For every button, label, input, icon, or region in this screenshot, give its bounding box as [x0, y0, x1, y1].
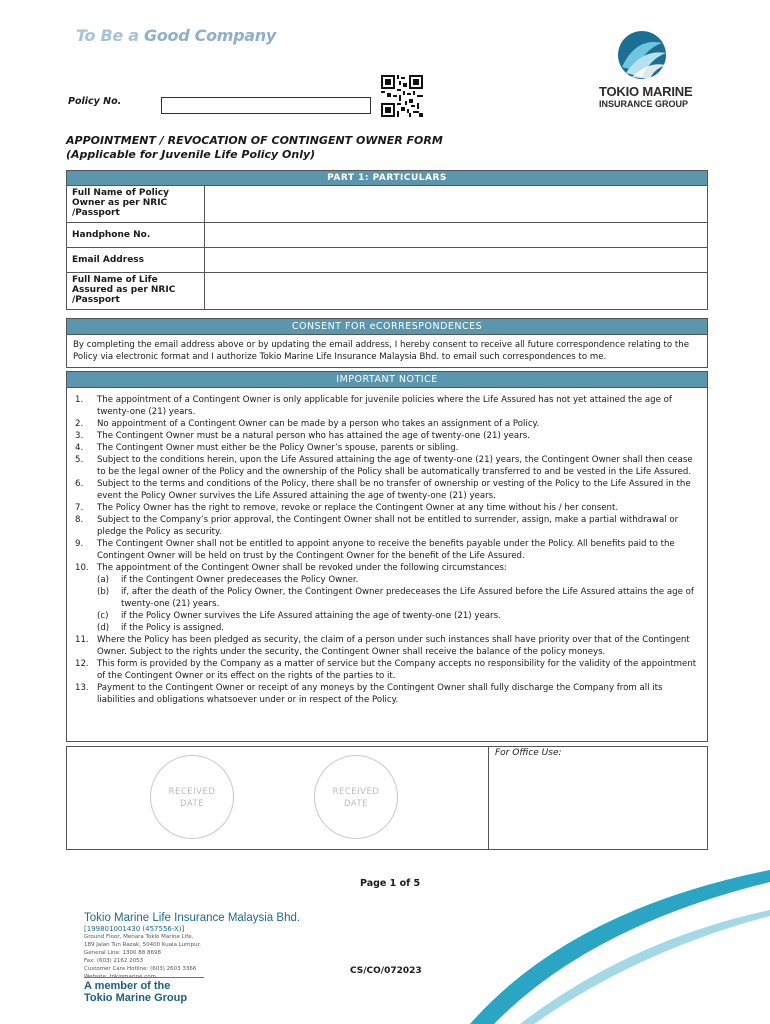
list-item: 5. Subject to the conditions herein, upon the Life Assured attaining the age of twenty-one (21) years, the Contingent Owner shall then cease to be the legal owner of the Policy and the ownership of the Policy shall be automatically transferred to and be vested in the Life Assured.: [75, 455, 693, 477]
sub-list-item: (a) if the Contingent Owner predeceases the Policy Owner.: [97, 575, 359, 585]
list-item: 2. No appointment of a Contingent Owner can be made by a person who takes an assignment of a Policy.: [75, 419, 540, 429]
list-item: 1. The appointment of a Contingent Owner is only applicable for juvenile policies where the Life Assured has not yet attained the age of twenty-one (21) years.: [75, 395, 672, 417]
list-item: 10. The appointment of the Contingent Owner shall be revoked under the following circumstances:: [75, 563, 507, 573]
email-field[interactable]: [205, 248, 708, 273]
consent-section: [66, 318, 708, 368]
tagline: To Be a Good Company: [76, 26, 277, 45]
policy-no-field[interactable]: [161, 97, 371, 114]
form-title: APPOINTMENT / REVOCATION OF CONTINGENT OWNER FORM (Applicable for Juvenile Life Policy Only): [66, 134, 443, 161]
page-number: Page 1 of 5: [360, 878, 421, 889]
notice-list: [67, 388, 707, 710]
logo-wordmark: TOKIO MARINE INSURANCE GROUP: [599, 84, 693, 109]
list-item: 7. The Policy Owner has the right to remove, revoke or replace the Contingent Owner at any time without his / her consent.: [75, 503, 619, 513]
list-item: 9. The Contingent Owner shall not be entitled to appoint anyone to receive the benefits payable under the Policy. All benefits paid to the Contingent Owner will be held on trust by the Contingent Owner for the benefit of the Life Assured.: [75, 539, 675, 561]
list-item: 12. This form is provided by the Company as a matter of service but the Company accepts no responsibility for the validity of the appointment of the Contingent Owner or its effect on the rights of the parties to it.: [75, 659, 697, 681]
policy-no-label: Policy No.: [68, 96, 122, 107]
particulars-heading: PART 1: PARTICULARS: [67, 171, 708, 186]
list-item: 11. Where the Policy has been pledged as security, the claim of a person under such instances shall have priority over that of the Contingent Owner. Subject to the rights under the security, the Contingent Owner shall receive the balance of the policy moneys.: [75, 635, 690, 657]
important-notice-section: [66, 371, 708, 742]
office-divider: [488, 747, 489, 849]
received-date-stamp-1: RECEIVED DATE: [150, 755, 234, 839]
handphone-label: Handphone No.: [67, 223, 205, 248]
list-item: 8. Subject to the Company’s prior approval, the Contingent Owner shall not be entitled to surrender, assign, make a partial withdrawal or pledge the Policy as security.: [75, 515, 679, 537]
office-use-box: [66, 746, 708, 850]
sub-list-item: (d) if the Policy is assigned.: [97, 623, 225, 633]
notice-heading: IMPORTANT NOTICE: [67, 372, 707, 388]
footer-company-name: Tokio Marine Life Insurance Malaysia Bhd.: [84, 912, 301, 924]
received-date-stamp-2: RECEIVED DATE: [314, 755, 398, 839]
list-item: 6. Subject to the terms and conditions of the Policy, there shall be no transfer of ownership or vesting of the Policy to the Life Assured in the event the Policy Owner survives the Life Assured attaining the age of twenty-one (21) years.: [75, 479, 691, 501]
office-use-label: For Office Use:: [495, 748, 562, 758]
member-of-group: A member of the Tokio Marine Group: [84, 980, 188, 1004]
footer-address: [199801001430 (457556-X)] Ground Floor, Menara Tokio Marine Life, 189 Jalan Tun Razak, 50400 Kuala Lumpur. General Line: 1300 88 8698 Fax: (603) 2162 2053 Customer Care Hotline: (603) 2603 3366: [84, 925, 201, 972]
email-label: Email Address: [67, 248, 205, 273]
policy-owner-name-label: Full Name of Policy Owner as per NRIC /Passport: [67, 186, 205, 223]
sub-list-item: (b) if, after the death of the Policy Owner, the Contingent Owner predeceases the Life Assured before the Life Assured attains the age of twenty-one (21) years.: [97, 587, 694, 609]
decorative-swoosh: [430, 850, 770, 1024]
list-item: 3. The Contingent Owner must be a natural person who has attained the age of twenty-one (21) years.: [75, 431, 530, 441]
life-assured-name-label: Full Name of Life Assured as per NRIC /Passport: [67, 273, 205, 310]
member-divider: [84, 977, 204, 978]
life-assured-name-field[interactable]: [205, 273, 708, 310]
sub-list-item: (c) if the Policy Owner survives the Life Assured attaining the age of twenty-one (21) years.: [97, 611, 501, 621]
consent-text: By completing the email address above or by updating the email address, I hereby consent to receive all future correspondence relating to the Policy via electronic format and I authorize Tokio Marine Life Insurance Malaysia Bhd. to email such correspondences to me.: [73, 340, 690, 362]
handphone-field[interactable]: [205, 223, 708, 248]
list-item: 4. The Contingent Owner must either be the Policy Owner’s spouse, parents or sibling.: [75, 443, 459, 453]
list-item: 13. Payment to the Contingent Owner or receipt of any moneys by the Contingent Owner shall fully discharge the Company from all its liabilities and obligations whatsoever under or in respect of the Policy.: [75, 683, 663, 705]
particulars-table: [66, 170, 708, 310]
qr-code-icon: [381, 75, 423, 117]
consent-heading: CONSENT FOR eCORRESPONDENCES: [67, 319, 707, 335]
policy-owner-name-field[interactable]: [205, 186, 708, 223]
form-code: CS/CO/072023: [350, 966, 422, 976]
